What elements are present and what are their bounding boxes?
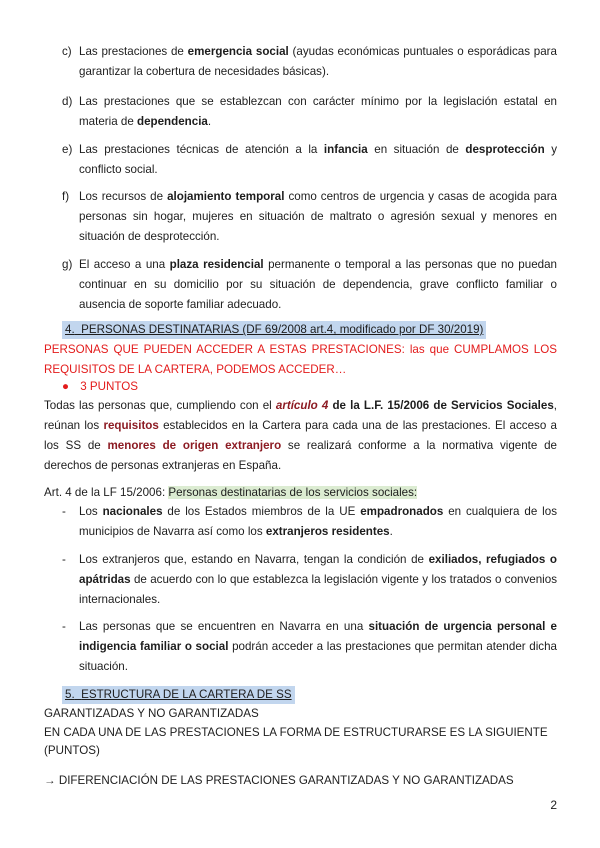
item-label: c) (62, 45, 72, 58)
list-item-d (62, 92, 557, 132)
section-number: 5. (65, 688, 75, 701)
destinatarias-paragraph: Todas las personas que, cumpliendo con el artículo 4 de la L.F. 15/2006 de Servicios Sociales, reúnan los requisitos establecidos en la Cartera para cada una de las prestaciones. El acceso a los SS de menores de origen extranjero se realizará conforme a la normativa vigente de derechos de personas extranjeras en España. (44, 399, 557, 472)
section5-line-2: EN CADA UNA DE LAS PRESTACIONES LA FORMA DE ESTRUCTURARSE ES LA SIGUIENTE (44, 726, 548, 739)
red-note: PERSONAS QUE PUEDEN ACCEDER A ESTAS PRESTACIONES: las que CUMPLAMOS LOS REQUISITOS DE LA CARTERA, PODEMOS ACCEDER… (44, 343, 557, 376)
item-text: Las prestaciones que se establezcan con carácter mínimo por la legislación estatal en materia de dependencia. (79, 95, 557, 128)
item-label: d) (62, 95, 73, 108)
art4-highlight: Personas destinatarias de los servicios sociales: (168, 486, 418, 499)
section5-line-3: (PUNTOS) (44, 744, 100, 757)
section-5-heading (62, 686, 295, 704)
bullet-icon: ● (62, 380, 70, 393)
dash-item-extranjeros: - Los extranjeros que, estando en Navarra, tengan la condición de exiliados, refugiados o apátridas de acuerdo con lo que establezca la legislación vigente y los tratados o convenios internacionales. (62, 553, 557, 606)
list-item-c (62, 42, 557, 82)
bullet-text: 3 PUNTOS (80, 380, 139, 393)
art4-line: Art. 4 de la LF 15/2006: Personas destinatarias de los servicios sociales: (44, 486, 418, 499)
item-text: Las prestaciones de emergencia social (ayudas económicas puntuales o esporádicas para garantizar la cobertura de necesidades básicas). (79, 45, 557, 78)
item-text: Los recursos de alojamiento temporal como centros de urgencia y casas de acogida para personas sin hogar, mujeres en situación de maltrato o agresión sexual y menores en situación de desprotección. (79, 190, 557, 243)
arrow-line: → DIFERENCIACIÓN DE LAS PRESTACIONES GARANTIZADAS Y NO GARANTIZADAS (44, 774, 514, 787)
item-text: Las prestaciones técnicas de atención a la infancia en situación de desprotección y conflicto social. (79, 143, 557, 176)
section-number: 4. (65, 323, 75, 336)
list-item-e (62, 140, 557, 180)
section-title: PERSONAS DESTINATARIAS (DF 69/2008 art.4, modificado por DF 30/2019) (81, 323, 484, 336)
bullet-item (62, 378, 138, 396)
item-label: e) (62, 143, 73, 156)
menores-term: menores de origen extranjero (107, 439, 282, 452)
section-title: ESTRUCTURA DE LA CARTERA DE SS (81, 688, 292, 701)
item-label: f) (62, 190, 70, 203)
item-text: El acceso a una plaza residencial permanente o temporal a las personas que no puedan continuar en su domicilio por su situación de dependencia, grave conflicto familiar o ausencia de soporte familiar adecuado. (79, 258, 557, 311)
section5-line-1: GARANTIZADAS Y NO GARANTIZADAS (44, 707, 259, 720)
list-item-g (62, 255, 557, 315)
dash-item-nacionales: - Los nacionales de los Estados miembros de la UE empadronados en cualquiera de los municipios de Navarra así como los extranjeros residentes. (62, 505, 557, 538)
page-number: 2 (550, 798, 557, 812)
section-4-heading (62, 321, 486, 339)
article-ref: artículo 4 (275, 399, 329, 412)
list-item-f (62, 187, 557, 247)
requisitos-term: requisitos (103, 419, 159, 432)
dash-item-urgencia: - Las personas que se encuentren en Navarra en una situación de urgencia personal e indigencia familiar o social podrán acceder a las prestaciones que permitan atender dicha situación. (62, 620, 557, 673)
item-label: g) (62, 258, 73, 271)
